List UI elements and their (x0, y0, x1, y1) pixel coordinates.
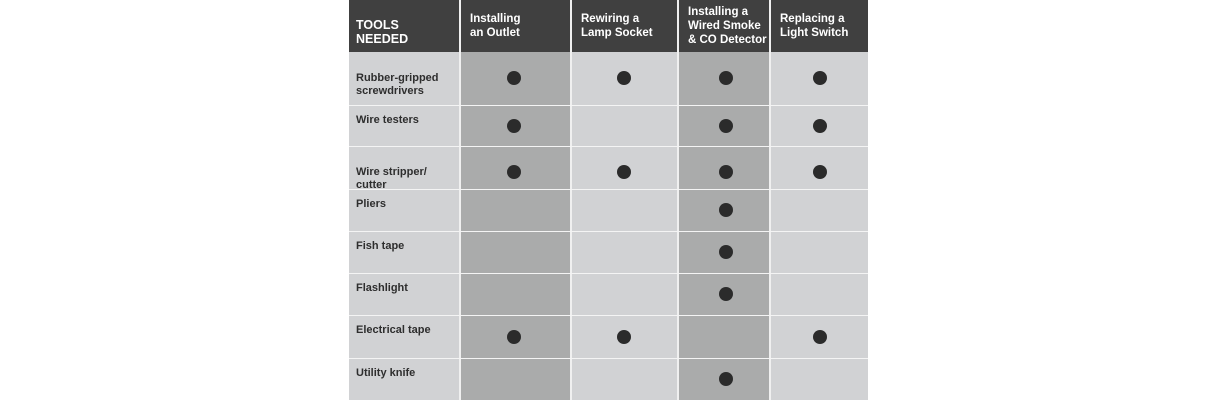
check-dot (813, 119, 827, 133)
check-dot (507, 119, 521, 133)
check-dot (719, 203, 733, 217)
row-label-text: Wire testers (356, 114, 419, 126)
check-dot (719, 165, 733, 179)
row-label-text: Pliers (356, 198, 386, 210)
check-dot (813, 165, 827, 179)
check-dot (617, 165, 631, 179)
row-label-text: screwdrivers (356, 85, 424, 97)
check-dot (719, 245, 733, 259)
row-divider (349, 146, 868, 147)
row-label-text: cutter (356, 179, 387, 191)
header-text: Lamp Socket (581, 27, 653, 39)
column-header (571, 0, 678, 52)
row-label-text: Flashlight (356, 282, 408, 294)
column-divider (459, 0, 461, 400)
check-dot (507, 165, 521, 179)
check-dot (813, 330, 827, 344)
row-label-text: Fish tape (356, 240, 405, 252)
header-text: Light Switch (780, 27, 849, 39)
row-label (356, 240, 404, 253)
check-dot (719, 287, 733, 301)
check-dot (507, 330, 521, 344)
row-label-text: Electrical tape (356, 324, 431, 336)
row-label (356, 282, 408, 295)
row-label (356, 72, 439, 98)
corner-header (349, 0, 460, 52)
header-text: Installing (470, 13, 521, 25)
check-dot (719, 71, 733, 85)
header-text: Rewiring a (581, 13, 640, 25)
check-dot (719, 119, 733, 133)
header-text: Wired Smoke (688, 20, 761, 32)
column-header (770, 0, 868, 52)
row-label (356, 166, 427, 192)
column-header (460, 0, 571, 52)
header-text: & CO Detector (688, 34, 767, 46)
header-text: NEEDED (356, 32, 409, 46)
tools-needed-table (349, 0, 868, 400)
row-label-text: Utility knife (356, 367, 416, 379)
header-text: Replacing a (780, 13, 845, 25)
row-divider (349, 315, 868, 316)
column-header (678, 0, 770, 52)
header-text: Installing a (688, 6, 749, 18)
row-label (356, 114, 419, 127)
row-divider (349, 231, 868, 232)
row-divider (349, 273, 868, 274)
row-label-text: Wire stripper/ (356, 166, 427, 178)
check-dot (617, 71, 631, 85)
check-dot (617, 330, 631, 344)
row-divider (349, 105, 868, 106)
row-label-text: Rubber-gripped (356, 72, 439, 84)
header-text: TOOLS (356, 18, 399, 32)
row-divider (349, 189, 868, 190)
header-text: an Outlet (470, 27, 520, 39)
check-dot (813, 71, 827, 85)
row-label (356, 324, 431, 337)
column-divider (570, 0, 572, 400)
row-label (356, 367, 415, 380)
check-dot (507, 71, 521, 85)
row-label (356, 198, 386, 211)
column-divider (769, 0, 771, 400)
check-dot (719, 372, 733, 386)
column-divider (677, 0, 679, 400)
row-divider (349, 358, 868, 359)
